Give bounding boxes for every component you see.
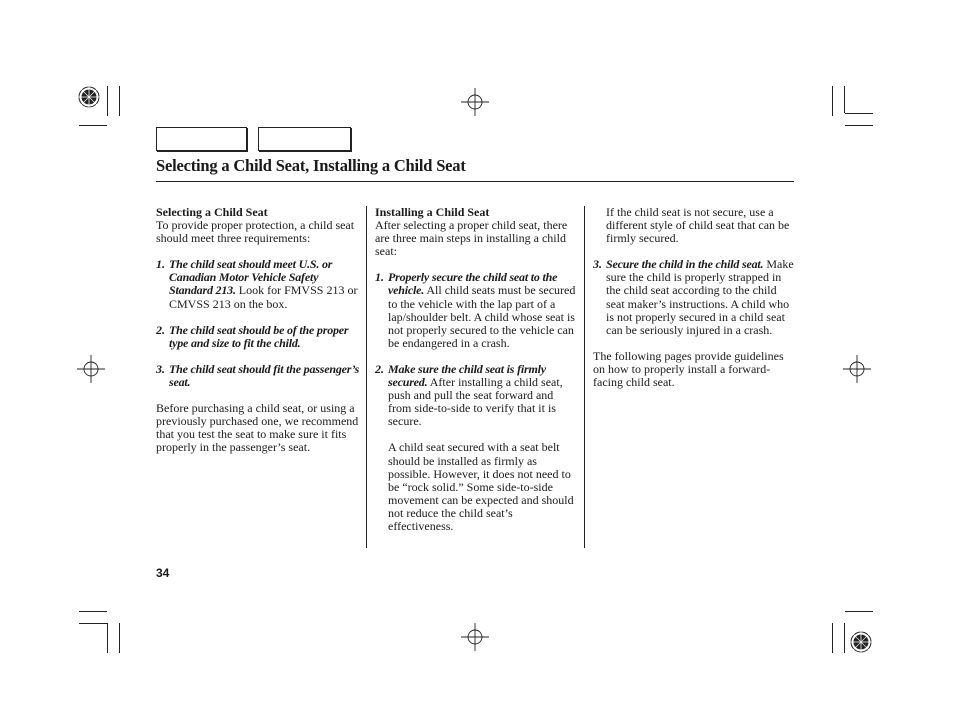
step-emphasis: The child seat should fit the passenger’s seat.: [169, 361, 360, 389]
crosshair-icon: [461, 623, 489, 651]
nav-tab-box[interactable]: [258, 127, 351, 151]
registration-target-icon: [849, 630, 873, 654]
column-selecting: [156, 206, 361, 454]
nav-tab-box[interactable]: [156, 127, 247, 151]
closing-text: The following pages provide guidelines on how to properly install a forward-facing child seat.: [593, 348, 784, 390]
step-emphasis: The child seat should be of the proper type and size to fit the child.: [169, 322, 349, 350]
list-item: [156, 258, 361, 310]
column-divider: [366, 206, 367, 548]
intro-text: To provide proper protection, a child seat should meet three requirements:: [156, 218, 355, 246]
step-emphasis: Secure the child in the child seat.: [606, 257, 764, 272]
list-item: [375, 363, 578, 428]
column-continued: [593, 206, 798, 389]
step-text: All child seats must be secured to the vehicle with the lap part of a lap/shoulder belt. A child whose seat is not properly secured to the vehicle can be endangered in a crash.: [388, 283, 576, 350]
list-item: [156, 324, 361, 350]
crosshair-icon: [843, 355, 871, 383]
step-emphasis: Make sure the child seat is firmly secured.: [388, 361, 546, 390]
continued-text: If the child seat is not secure, use a different style of child seat that can be firmly secured.: [606, 205, 790, 246]
step-number: 1.: [375, 270, 384, 285]
step-number: 1.: [156, 257, 165, 272]
crosshair-icon: [461, 88, 489, 116]
section-heading: Selecting a Child Seat: [156, 205, 268, 219]
step-number: 2.: [156, 322, 165, 337]
list-item: [156, 363, 361, 389]
step-text: After installing a child seat, push and pull the seat forward and from side-to-side to verify that it is secure.: [388, 375, 563, 429]
step-text: Look for FMVSS 213 or CMVSS 213 on the box.: [169, 283, 358, 311]
intro-text: After selecting a proper child seat, there are three main steps in installing a child seat:: [375, 218, 568, 259]
step-number: 3.: [156, 361, 165, 376]
closing-text: Before purchasing a child seat, or using a previously purchased one, we recommend that you test the seat to make sure it fits properly in the passenger’s seat.: [156, 401, 359, 455]
column-divider: [584, 206, 585, 548]
step-emphasis: Properly secure the child seat to the vehicle.: [388, 270, 558, 298]
list-item: [593, 258, 798, 337]
step-emphasis: The child seat should meet U.S. or Canadian Motor Vehicle Safety Standard 213.: [169, 257, 333, 298]
note-text: A child seat secured with a seat belt should be installed as firmly as possible. However, it does not need to be “rock solid.” Some side-to-side movement can be expected and should not reduce the child seat’s effectiveness.: [388, 440, 574, 533]
page-number: 34: [156, 566, 170, 580]
step-text: Make sure the child is properly strapped in the child seat according to the child seat maker’s instructions. A child who is not properly secured in a child seat can be seriously injured in a crash.: [606, 257, 794, 337]
column-installing: [375, 206, 578, 533]
section-heading: Installing a Child Seat: [375, 205, 490, 219]
crosshair-icon: [77, 355, 105, 383]
title-rule: [156, 181, 794, 182]
step-number: 3.: [593, 257, 602, 272]
step-number: 2.: [375, 361, 384, 376]
page-title: Selecting a Child Seat, Installing a Child Seat: [156, 156, 466, 175]
registration-target-icon: [77, 85, 101, 109]
list-item: [375, 271, 578, 350]
